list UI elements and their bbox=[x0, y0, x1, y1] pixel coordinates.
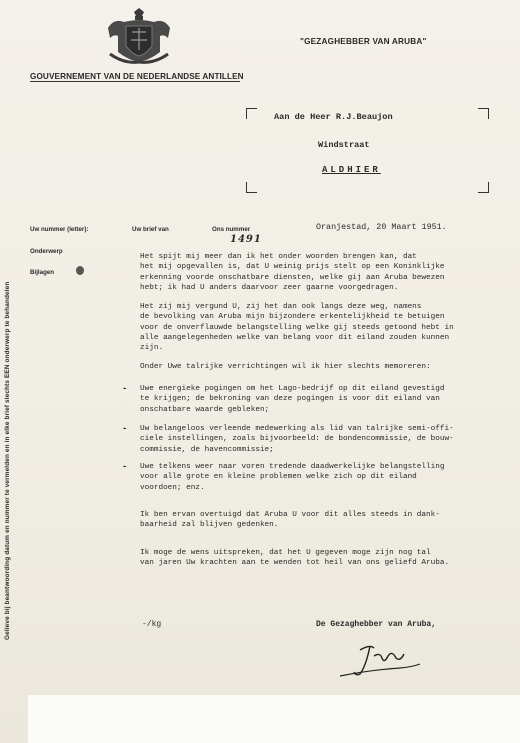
coat-of-arms-icon bbox=[104, 8, 174, 64]
recipient-name: Aan de Heer R.J.Beaujon bbox=[274, 112, 393, 122]
recipient-street: Windstraat bbox=[318, 140, 370, 150]
recipient-city: ALDHIER bbox=[322, 165, 381, 175]
bullet-item-1: Uwe energieke pogingen om het Lago-bedrijf op dit eiland gevestigd te krijgen; de bekroning van deze pogingen is voor dit eiland van onschatbare waarde gebleken; bbox=[140, 385, 445, 414]
address-bracket-bl bbox=[246, 182, 257, 193]
page-margin bbox=[28, 695, 520, 743]
bullet-2: - bbox=[122, 424, 128, 434]
signatory-title: De Gezaghebber van Aruba, bbox=[316, 620, 437, 629]
paragraph-5: Ik moge de wens uitspreken, dat het U gegeven moge zijn nog tal van jaren Uw krachten aan te wenden tot heil van ons geliefd Aruba. bbox=[140, 549, 450, 568]
field-bijlagen: Bijlagen bbox=[30, 269, 55, 276]
field-onderwerp: Onderwerp bbox=[30, 248, 63, 255]
paragraph-2: Het zij mij vergund U, zij het dan ook langs deze weg, namens de bevolking van Aruba mijn bijzondere erkentelijkheid te betuigen voor de onverflauwde belangstelling welke gij steeds getoond hebt in alle aangelegenheden welke van belang voor dit eiland zouden kunnen zijn. bbox=[140, 303, 454, 353]
ministry-heading: GOUVERNEMENT VAN DE NEDERLANDSE ANTILLEN bbox=[30, 72, 244, 81]
bullet-3: - bbox=[122, 462, 128, 472]
bullet-item-3: Uwe telkens weer naar voren tredende daadwerkelijke belangstelling voor alle grote en kleine problemen welke zich op dit eiland voordoen; enz. bbox=[140, 463, 445, 492]
handwritten-signature bbox=[330, 636, 430, 682]
field-uw-brief: Uw brief van bbox=[132, 226, 169, 233]
bullet-1: - bbox=[122, 384, 128, 394]
address-bracket-br bbox=[478, 182, 489, 193]
heading-rule bbox=[30, 81, 240, 82]
field-ons-nummer: Ons nummer bbox=[212, 226, 251, 233]
field-uw-nummer: Uw nummer (letter): bbox=[30, 226, 89, 233]
address-bracket-tr bbox=[478, 108, 489, 119]
side-instruction: Gelieve bij beantwoording datum en nummer te vermelden en in elke brief slechts EEN onderwerp te behandelen bbox=[4, 281, 11, 640]
ons-nummer-value: 1491 bbox=[230, 234, 262, 245]
typist-reference: -/kg bbox=[142, 620, 162, 629]
paragraph-1: Het spijt mij meer dan ik het onder woorden brengen kan, dat het mij opgevallen is, dat U weinig prijs stelt op een Koninklijke erkenning voorde onschatbare diensten, welke gij aan Aruba bewezen hebt; ik had U anders daarvoor zeer gaarne voorgedragen. bbox=[140, 253, 445, 292]
ink-blot bbox=[76, 266, 84, 275]
paragraph-3: Onder Uwe talrijke verrichtingen wil ik hier slechts memoreren: bbox=[140, 363, 431, 371]
paragraph-4: Ik ben ervan overtuigd dat Aruba U voor dit alles steeds in dank- baarheid zal blijven gedenken. bbox=[140, 511, 440, 530]
address-bracket-tl bbox=[246, 108, 257, 119]
letter-date: Oranjestad, 20 Maart 1951. bbox=[316, 222, 447, 232]
office-title: "GEZAGHEBBER VAN ARUBA" bbox=[300, 37, 427, 46]
bullet-item-2: Uw belangeloos verleende medewerking als lid van talrijke semi-offi- ciele instellingen, zoals bijvoorbeeld: de bondencommissie, de bouw- commissie, de havencommissie; bbox=[140, 425, 454, 454]
